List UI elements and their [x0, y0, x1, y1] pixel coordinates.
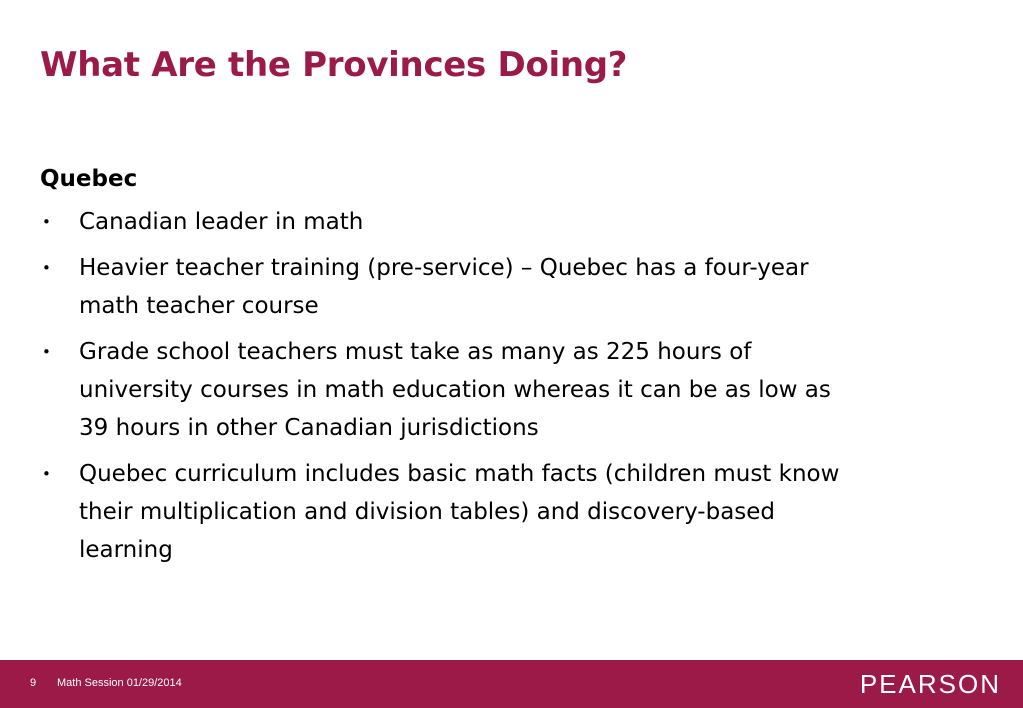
bullet-text: Grade school teachers must take as many as 225 hours of university courses in math education whereas it can be as low as 39 hours in other Canadian jurisdictions [79, 339, 831, 441]
slide-title: What Are the Provinces Doing? [40, 45, 628, 85]
bullet-item [40, 203, 860, 241]
footer-bar [0, 660, 1023, 708]
bullet-text: Canadian leader in math [79, 209, 364, 235]
section-heading: Quebec [40, 166, 138, 192]
bullet-list [40, 203, 860, 569]
bullet-icon: • [42, 465, 51, 483]
bullet-text: Quebec curriculum includes basic math facts (children must know their multiplication and division tables) and discovery-based learning [79, 461, 840, 563]
bullet-item [40, 455, 860, 569]
session-label: Math Session 01/29/2014 [57, 677, 182, 689]
bullet-text: Heavier teacher training (pre-service) – Quebec has a four-year math teacher course [79, 255, 809, 319]
page-number: 9 [30, 677, 37, 689]
bullet-item [40, 249, 860, 325]
bullet-icon: • [42, 259, 51, 277]
bullet-item [40, 333, 860, 447]
bullet-icon: • [42, 343, 51, 361]
slide-content [40, 160, 860, 577]
pearson-logo: PEARSON [859, 669, 1001, 699]
bullet-icon: • [42, 213, 51, 231]
